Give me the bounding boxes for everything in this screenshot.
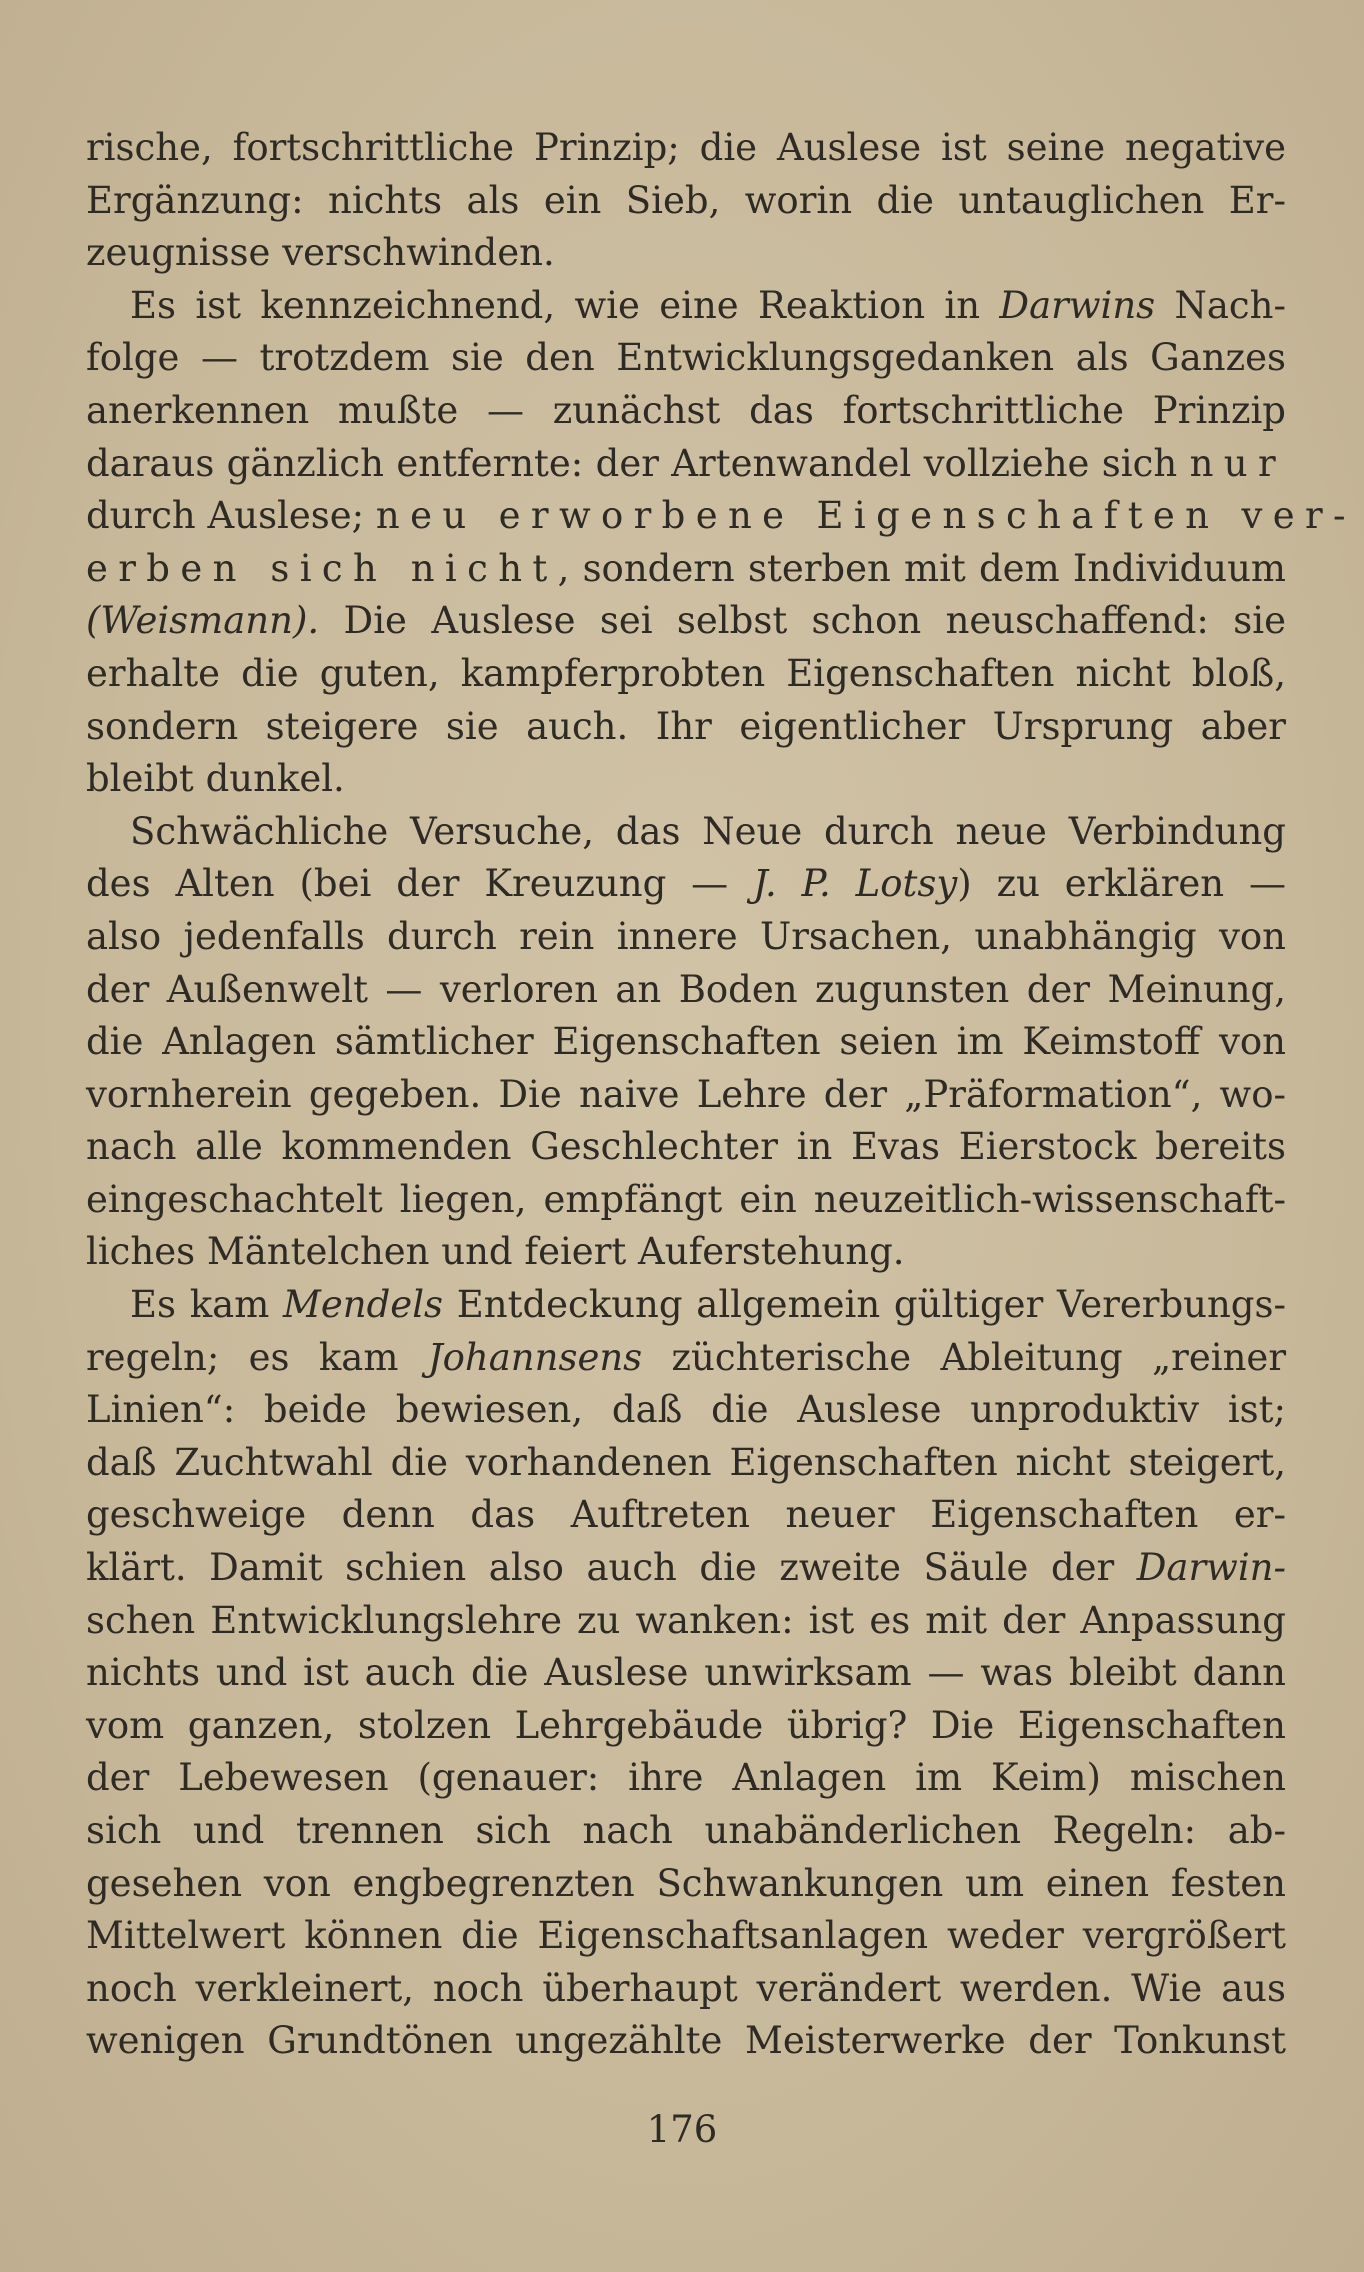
text-line	[86, 385, 1286, 438]
text-line	[86, 1542, 1286, 1595]
text-line	[86, 438, 1286, 491]
text-run: des Alten (bei der Kreuzung —	[86, 862, 754, 906]
text-line	[86, 1332, 1286, 1385]
text-run: Es kam	[130, 1283, 284, 1327]
text-run: regeln; es kam	[86, 1335, 428, 1379]
italic-text: Darwin-	[1136, 1546, 1286, 1590]
text-run: nichts und ist auch die Auslese unwirksam — was bleibt dann	[86, 1651, 1286, 1695]
text-line	[86, 806, 1286, 859]
text-run: Mittelwert können die Eigenschaftsanlagen weder vergrößert	[86, 1914, 1286, 1958]
text-line	[86, 648, 1286, 701]
text-line	[86, 701, 1286, 754]
text-line	[86, 1384, 1286, 1437]
text-run: der Lebewesen (genauer: ihre Anlagen im Keim) mischen	[86, 1756, 1286, 1800]
text-run: liches Mäntelchen und feiert Auferstehung.	[86, 1230, 905, 1274]
text-line	[86, 1069, 1286, 1122]
text-run: eingeschachtelt liegen, empfängt ein neuzeitlich-wissenschaft-	[86, 1177, 1286, 1221]
text-run: der Außenwelt — verloren an Boden zugunsten der Meinung,	[86, 967, 1286, 1011]
italic-text: Mendels	[283, 1283, 444, 1327]
body-text	[86, 122, 1356, 2068]
text-run: vornherein gegeben. Die naive Lehre der „Präformation“, wo-	[86, 1072, 1286, 1116]
text-line	[86, 1700, 1286, 1753]
text-line	[86, 1805, 1286, 1858]
text-line	[86, 227, 1286, 280]
text-run: Es ist kennzeichnend, wie eine Reaktion in	[130, 283, 1000, 327]
text-line	[86, 122, 1286, 175]
text-line	[86, 1174, 1286, 1227]
text-run: Die Auslese sei selbst schon neuschaffend: sie	[319, 599, 1286, 643]
text-run: Entdeckung allgemein gültiger Vererbungs-	[443, 1283, 1286, 1327]
text-run: sich und trennen sich nach unabänderlichen Regeln: ab-	[86, 1809, 1286, 1852]
text-line	[86, 1437, 1286, 1490]
text-run: rische, fortschrittliche Prinzip; die Auslese ist seine negative	[86, 126, 1286, 169]
spaced-emphasis-text: neu erworbene Eigenschaften ver-	[375, 494, 1356, 538]
page-number: 176	[646, 2108, 718, 2151]
text-run: gesehen von engbegrenzten Schwankungen um einen festen	[86, 1861, 1286, 1905]
text-run: zeugnisse verschwinden.	[86, 231, 555, 275]
text-line	[86, 1121, 1286, 1174]
text-line	[86, 2015, 1286, 2068]
text-run: Nach-	[1155, 283, 1286, 327]
text-run: schen Entwicklungslehre zu wanken: ist es mit der Anpassung	[86, 1598, 1286, 1642]
text-run: daß Zuchtwahl die vorhandenen Eigenschaften nicht steigert,	[86, 1440, 1286, 1484]
text-run: Schwächliche Versuche, das Neue durch neue Verbindung	[130, 809, 1286, 853]
text-line	[86, 490, 1356, 543]
italic-text: Johannsens	[427, 1335, 643, 1379]
text-line	[86, 858, 1286, 911]
text-line	[86, 1647, 1286, 1700]
text-run: folge — trotzdem sie den Entwicklungsgedanken als Ganzes	[86, 336, 1286, 380]
text-run: daraus gänzlich entfernte: der Artenwandel vollziehe sich	[86, 441, 1190, 485]
text-run: also jedenfalls durch rein innere Ursachen, unabhängig von	[86, 914, 1286, 958]
text-line	[86, 1752, 1286, 1805]
text-line	[86, 175, 1286, 228]
text-line	[86, 1489, 1286, 1542]
text-line	[86, 1963, 1286, 2016]
text-line	[86, 595, 1286, 648]
text-run: vom ganzen, stolzen Lehrgebäude übrig? Die Eigenschaften	[86, 1703, 1286, 1747]
text-run: ) zu erklären —	[957, 862, 1286, 906]
text-run: Ergänzung: nichts als ein Sieb, worin die untauglichen Er-	[86, 178, 1286, 222]
text-line	[86, 1226, 1286, 1279]
text-line	[86, 1016, 1286, 1069]
text-line	[86, 1910, 1286, 1963]
text-line	[86, 1279, 1286, 1332]
text-run: sondern steigere sie auch. Ihr eigentlicher Ursprung aber	[86, 704, 1286, 748]
text-line	[86, 280, 1286, 333]
text-run: anerkennen mußte — zunächst das fortschrittliche Prinzip	[86, 388, 1286, 432]
text-line	[86, 964, 1286, 1017]
text-run: durch Auslese;	[86, 494, 376, 538]
spaced-emphasis-text: nur	[1189, 441, 1286, 485]
text-run: Linien“: beide bewiesen, daß die Auslese unproduktiv ist;	[86, 1388, 1286, 1432]
text-run: nach alle kommenden Geschlechter in Evas Eierstock bereits	[86, 1125, 1286, 1169]
text-line	[86, 1595, 1286, 1648]
text-line	[86, 1858, 1286, 1911]
text-run: züchterische Ableitung „reiner	[642, 1335, 1287, 1379]
text-line	[86, 911, 1286, 964]
spaced-emphasis-text: erben sich nicht	[86, 546, 558, 590]
text-run: klärt. Damit schien also auch die zweite Säule der	[86, 1546, 1137, 1590]
text-run: erhalte die guten, kampferprobten Eigenschaften nicht bloß,	[86, 651, 1286, 695]
text-run: wenigen Grundtönen ungezählte Meisterwerke der Tonkunst	[86, 2019, 1286, 2063]
text-run: geschweige denn das Auftreten neuer Eigenschaften er-	[86, 1493, 1286, 1537]
italic-text: J. P. Lotsy	[753, 862, 958, 906]
text-run: bleibt dunkel.	[86, 757, 345, 801]
text-line	[86, 332, 1286, 385]
text-line	[86, 753, 1286, 806]
text-run: , sondern sterben mit dem Individuum	[557, 546, 1286, 590]
text-run: noch verkleinert, noch überhaupt verändert werden. Wie aus	[86, 1966, 1286, 2010]
italic-text: Darwins	[999, 283, 1156, 327]
text-line	[86, 543, 1286, 596]
text-run: die Anlagen sämtlicher Eigenschaften seien im Keimstoff von	[86, 1020, 1286, 1064]
italic-text: (Weismann).	[86, 599, 320, 643]
